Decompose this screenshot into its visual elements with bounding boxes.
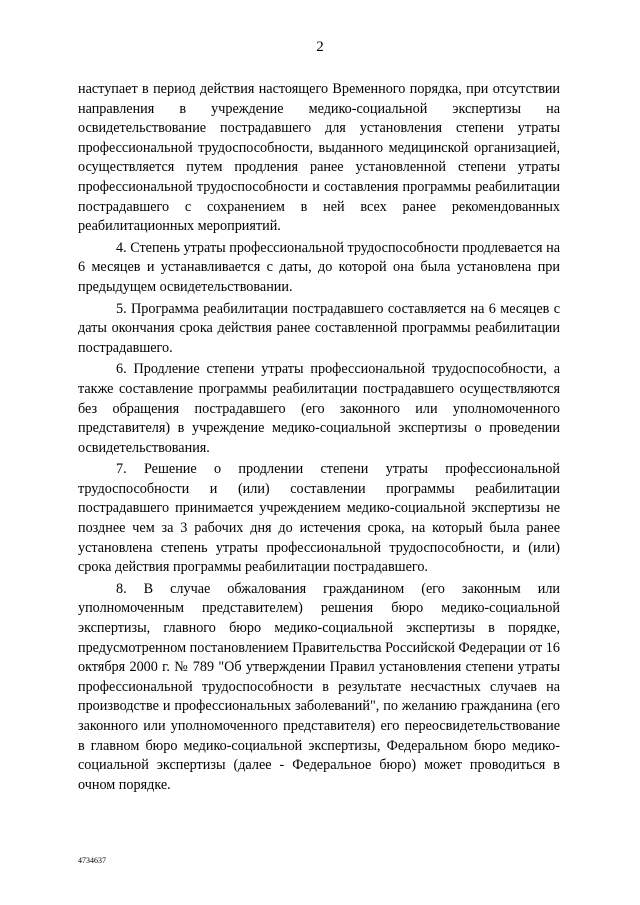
document-body <box>78 80 560 797</box>
page-number: 2 <box>316 39 324 55</box>
paragraph-item-6: 6. Продление степени утраты профессиональной трудоспособности, а также составление программы реабилитации пострадавшего осуществляются без обращения пострадавшего (его законного или уполномоченного представителя) в учреждение медико-социальной экспертизы о проведении освидетельствования. <box>78 361 560 456</box>
paragraph-item-8: 8. В случае обжалования гражданином (его законным или уполномоченным представителем) решения бюро медико-социальной экспертизы, главного бюро медико-социальной экспертизы в порядке, предусмотренном постановлением Правительства Российской Федерации от 16 октября 2000 г. № 789 "Об утверждении Правил установления степени утраты профессиональной трудоспособности в результате несчастных случаев на производстве и профессиональных заболеваний", по желанию гражданина (его законного или уполномоченного представителя) его переосвидетельствование в главном бюро медико-социальной экспертизы, Федеральном бюро медико-социальной экспертизы (далее - Федеральное бюро) может проводиться в очном порядке. <box>78 580 560 793</box>
paragraph-continuation: наступает в период действия настоящего Временного порядка, при отсутствии направления в учреждение медико-социальной экспертизы на освидетельствование пострадавшего для установления степени утраты профессиональной трудоспособности, выданного медицинской организацией, осуществляется путем продления ранее установленной степени утраты профессиональной трудоспособности и составления программы реабилитации пострадавшего с сохранением в ней всех ранее рекомендованных реабилитационных мероприятий. <box>78 81 560 235</box>
paragraph-item-7: 7. Решение о продлении степени утраты профессиональной трудоспособности и (или) составлении программы реабилитации пострадавшего принимается учреждением медико-социальной экспертизы не позднее чем за 3 рабочих дня до истечения срока, на который была ранее установлена степень утраты профессиональной трудоспособности, и (или) срока действия программы реабилитации пострадавшего. <box>78 461 560 576</box>
paragraph-item-4: 4. Степень утраты профессиональной трудоспособности продлевается на 6 месяцев и устанавливается с даты, до которой она была установлена при предыдущем освидетельствовании. <box>78 239 560 295</box>
document-code: 4734637 <box>78 856 106 865</box>
paragraph-item-5: 5. Программа реабилитации пострадавшего составляется на 6 месяцев с даты окончания срока действия ранее составленной программы реабилитации пострадавшего. <box>78 300 560 356</box>
